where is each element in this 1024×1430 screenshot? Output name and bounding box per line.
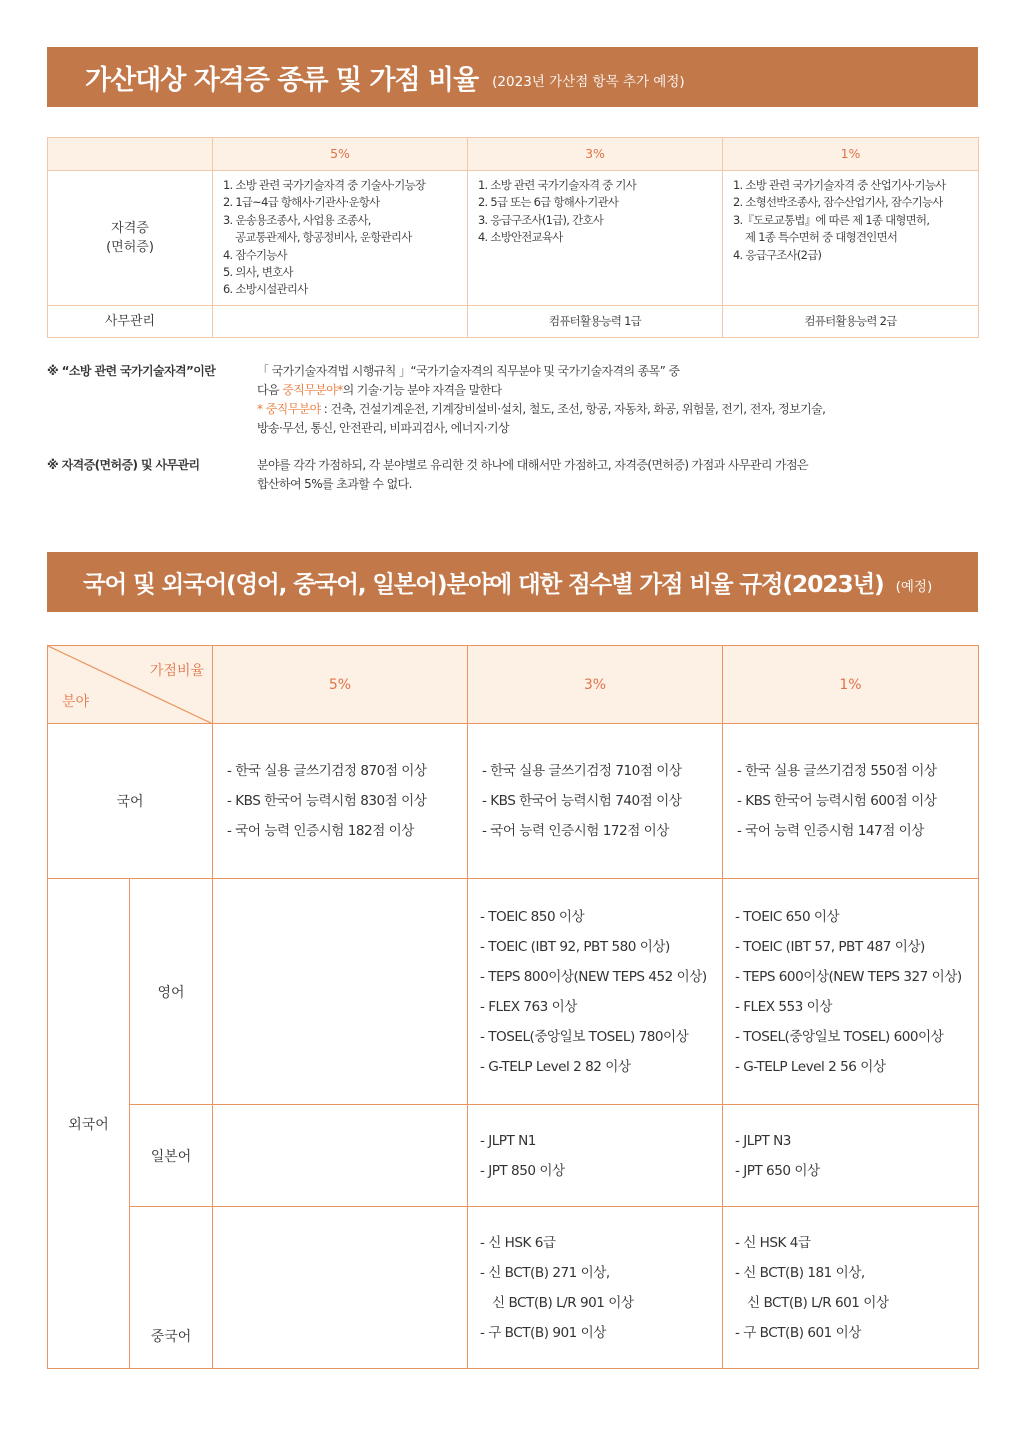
list-item: - 신 HSK 6급 (480, 1234, 556, 1251)
list-item: - TOSEL(중앙일보 TOSEL) 600이상 (735, 1028, 944, 1045)
list-item: - TOEIC 650 이상 (735, 908, 840, 925)
list-item: - 국어 능력 인증시험 147점 이상 (737, 823, 924, 839)
korean-row (48, 724, 979, 879)
list-item: 5. 의사, 변호사 (223, 265, 293, 280)
list-item: - TOEIC 850 이상 (480, 908, 585, 925)
list-item: - TEPS 600이상(NEW TEPS 327 이상) (735, 968, 962, 985)
english-3pct (468, 879, 723, 1105)
list-item: 1. 소방 관련 국가기술자격 중 산업기사·기능사 (733, 178, 946, 192)
list-item: 1. 소방 관련 국가기술자격 중 기사 (478, 178, 637, 192)
list-item: 3. 운송용조종사, 사업용 조종사, (223, 212, 371, 227)
list-item: 3.『도로교통법』에 따른 제 1종 대형면허, (733, 212, 930, 227)
chinese-5pct (213, 1207, 468, 1369)
certificate-table-header (48, 138, 979, 171)
list-item: - 신 BCT(B) 271 이상, (480, 1264, 610, 1281)
english-1pct (723, 879, 979, 1105)
list-item: - 한국 실용 글쓰기검정 710점 이상 (482, 763, 682, 779)
language-table (47, 645, 979, 1369)
list-item: - TOSEL(중앙일보 TOSEL) 780이상 (480, 1028, 689, 1045)
note-firefighting (47, 362, 978, 442)
japanese-label: 일본어 (130, 1105, 213, 1207)
diag-field-label: 분야 (62, 694, 90, 710)
list-item: - JLPT N1 (480, 1132, 536, 1149)
list-item: - 한국 실용 글쓰기검정 550점 이상 (737, 763, 937, 779)
header-1pct: 1% (723, 138, 979, 171)
korean-5pct (213, 724, 468, 879)
list-item: 2. 5급 또는 6급 항해사·기관사 (478, 195, 619, 210)
list-item: - G-TELP Level 2 56 이상 (735, 1058, 886, 1075)
language-table-header (48, 646, 979, 724)
list-item: 2. 1급~4급 항해사·기관사·운항사 (223, 195, 380, 210)
header-1pct: 1% (723, 646, 979, 724)
diagonal-line (48, 646, 213, 724)
list-item: - KBS 한국어 능력시험 740점 이상 (482, 793, 682, 809)
list-item: - TEPS 800이상(NEW TEPS 452 이상) (480, 968, 707, 985)
english-5pct (213, 879, 468, 1105)
list-item: - 국어 능력 인증시험 182점 이상 (227, 823, 414, 839)
list-item: - 국어 능력 인증시험 172점 이상 (482, 823, 669, 839)
chinese-3pct (468, 1207, 723, 1369)
list-item: - KBS 한국어 능력시험 830점 이상 (227, 793, 427, 809)
english-label: 영어 (130, 879, 213, 1105)
note2-key: ※ 자격증(면허증) 및 사무관리 (47, 458, 200, 472)
note-combined (47, 456, 978, 496)
header-3pct: 3% (468, 646, 723, 724)
english-row (48, 879, 979, 1105)
list-item: - JPT 850 이상 (480, 1162, 565, 1179)
header-5pct: 5% (213, 646, 468, 724)
list-item: 신 BCT(B) L/R 901 이상 (492, 1294, 634, 1311)
certificate-table (47, 137, 979, 338)
list-item: - 구 BCT(B) 601 이상 (735, 1324, 861, 1341)
list-item: - JLPT N3 (735, 1132, 791, 1149)
list-item: 4. 응급구조사(2급) (733, 247, 822, 262)
section1-title: 가산대상 자격증 종류 및 가점 비율 (85, 64, 479, 96)
list-item: - TOEIC (IBT 57, PBT 487 이상) (735, 938, 925, 955)
list-item: - JPT 650 이상 (735, 1162, 820, 1179)
license-5pct-list (213, 171, 468, 306)
diag-rate-label: 가점비율 (149, 663, 204, 679)
chinese-row (48, 1207, 979, 1369)
license-row-label: 자격증 (면허증) (48, 171, 213, 306)
list-item: 2. 소형선박조종사, 잠수산업기사, 잠수기능사 (733, 195, 943, 210)
japanese-5pct (213, 1105, 468, 1207)
header-3pct: 3% (468, 138, 723, 171)
list-item: 1. 소방 관련 국가기술자격 중 기술사·기능장 (223, 178, 426, 192)
diagonal-header (48, 646, 213, 724)
korean-3pct (468, 724, 723, 879)
section2-title-banner (47, 552, 978, 612)
section2-subtitle: (예정) (895, 579, 933, 595)
office-row (48, 305, 979, 337)
office-3pct: 컴퓨터활용능력 1급 (468, 305, 723, 337)
chinese-1pct (723, 1207, 979, 1369)
office-row-label: 사무관리 (48, 305, 213, 337)
list-item: - 신 BCT(B) 181 이상, (735, 1264, 865, 1281)
note2-text: 분야를 각각 가점하되, 각 분야별로 유리한 것 하나에 대해서만 가점하고, 자격증(면허증) 가점과 사무관리 가점은 합산하여 5%를 초과할 수 없다. (257, 458, 809, 491)
license-row (48, 171, 979, 306)
license-1pct-list (723, 171, 979, 306)
japanese-row (48, 1105, 979, 1207)
list-item: - KBS 한국어 능력시험 600점 이상 (737, 793, 937, 809)
section2-title: 국어 및 외국어(영어, 중국어, 일본어)분야에 대한 점수별 가점 비율 규정(2023년) (83, 570, 884, 598)
list-item: - FLEX 553 이상 (735, 998, 832, 1015)
section1-title-banner (47, 47, 978, 107)
license-3pct-list (468, 171, 723, 306)
list-item: - 구 BCT(B) 901 이상 (480, 1324, 606, 1341)
japanese-1pct (723, 1105, 979, 1207)
note1-key: ※ “소방 관련 국가기술자격”이란 (47, 364, 216, 378)
list-item: 제 1종 특수면허 중 대형견인면서 (745, 230, 898, 245)
office-1pct: 컴퓨터활용능력 2급 (723, 305, 979, 337)
list-item: - FLEX 763 이상 (480, 998, 577, 1015)
list-item: - G-TELP Level 2 82 이상 (480, 1058, 631, 1075)
list-item: 신 BCT(B) L/R 601 이상 (747, 1294, 889, 1311)
header-empty (48, 138, 213, 171)
korean-1pct (723, 724, 979, 879)
foreign-label: 외국어 (48, 879, 130, 1369)
korean-label: 국어 (48, 724, 213, 879)
note1-text: 「 국가기술자격법 시행규칙 」“국가기술자격의 직무분야 및 국가기술자격의 종목” 중 다음 중직무분야*의 기술·기능 분야 자격을 말한다 * 중직무분야 : 건축, 건설기계운전, 기계장비설비·설치, 철도, 조선, 항공, 자동차, 화공, 위험물, 전기, 전자, 정보기술, 방송·무선, 통신, 안전관리, 비파괴검사, 에너지·기상 (257, 364, 826, 435)
list-item: 공교통관제사, 항공정비사, 운항관리사 (235, 230, 412, 245)
list-item: 3. 응급구조사(1급), 간호사 (478, 212, 603, 227)
list-item: 6. 소방시설관리사 (223, 282, 308, 297)
section1-subtitle: (2023년 가산점 항목 추가 예정) (492, 74, 685, 90)
office-5pct (213, 305, 468, 337)
list-item: 4. 소방안전교육사 (478, 230, 563, 245)
list-item: - 신 HSK 4급 (735, 1234, 811, 1251)
list-item: - TOEIC (IBT 92, PBT 580 이상) (480, 938, 670, 955)
list-item: - 한국 실용 글쓰기검정 870점 이상 (227, 763, 427, 779)
chinese-label: 중국어 (130, 1207, 213, 1369)
list-item: 4. 잠수기능사 (223, 247, 287, 262)
header-5pct: 5% (213, 138, 468, 171)
japanese-3pct (468, 1105, 723, 1207)
